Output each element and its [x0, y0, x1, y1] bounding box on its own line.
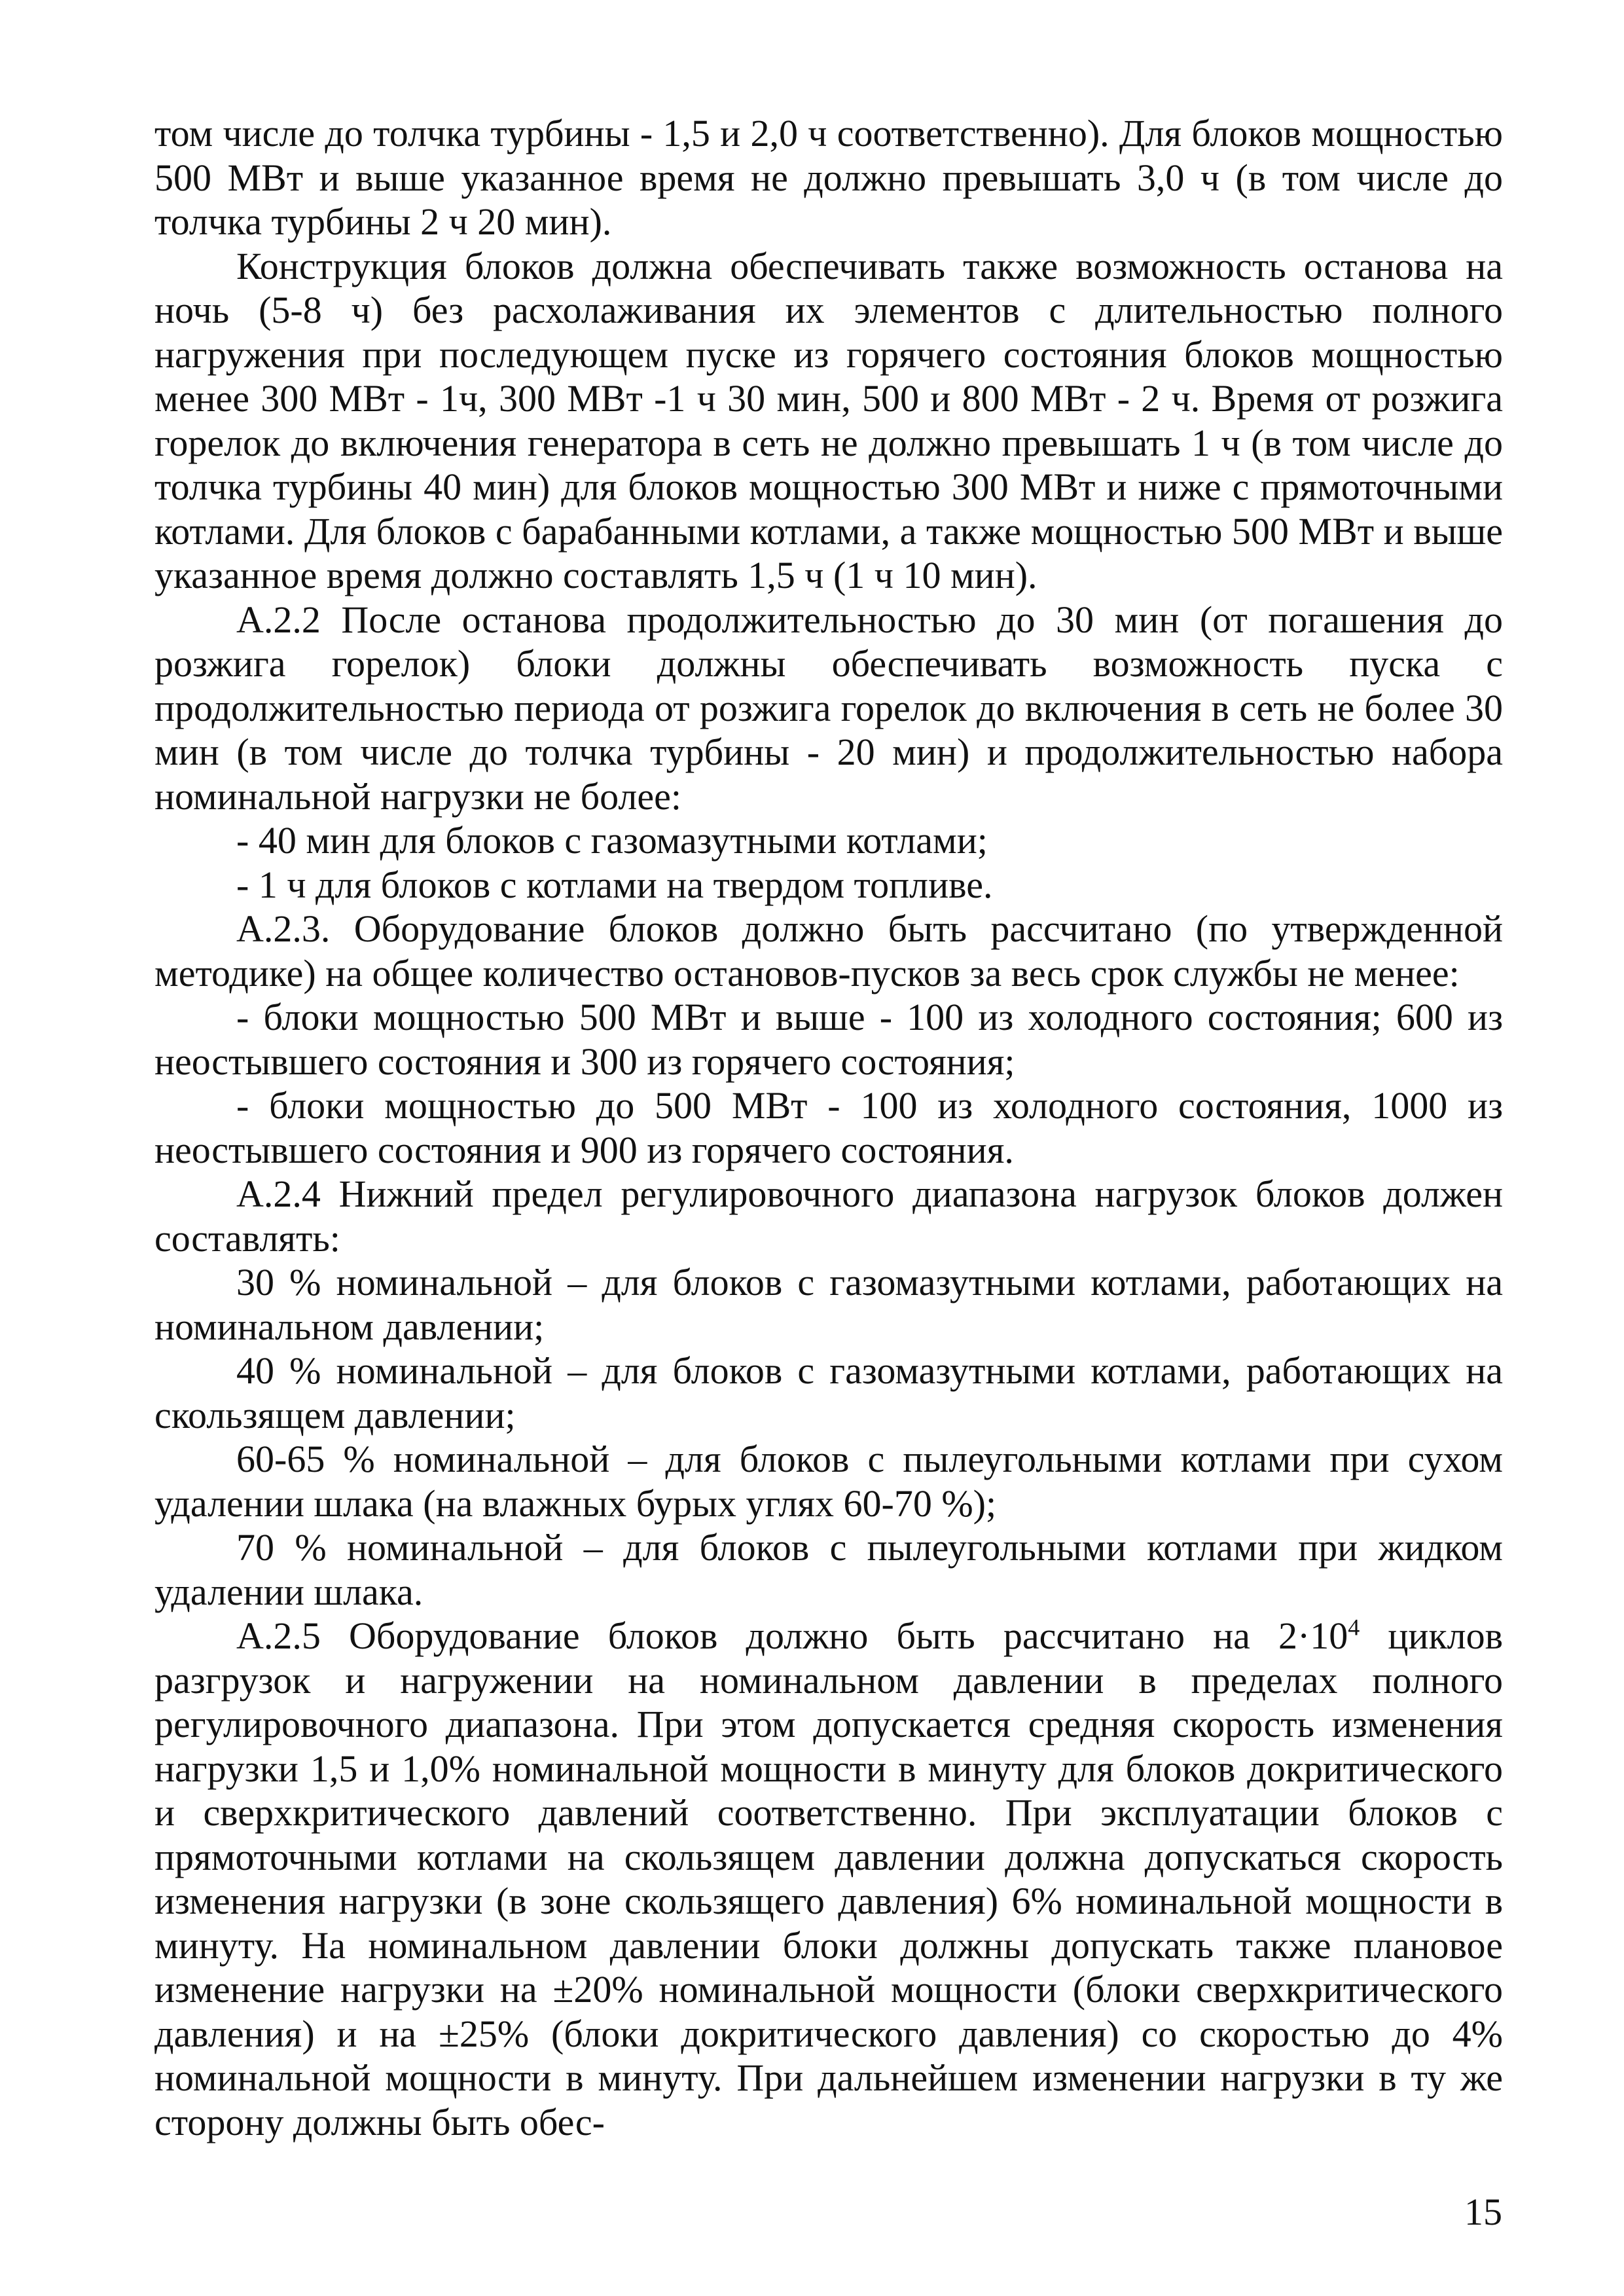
exponent: 4 [1348, 1614, 1360, 1641]
list-item-30-percent: 30 % номинальной – для блоков с газомазутными котлами, работающих на номинальном давлении; [154, 1261, 1503, 1348]
list-item-solid-fuel: - 1 ч для блоков с котлами на твердом топливе. [236, 863, 993, 906]
list-item-60-65-percent: 60-65 % номинальной – для блоков с пылеугольными котлами при сухом удалении шлака (на влажных бурых углях 60-70 %); [154, 1438, 1503, 1525]
list-item-40-percent: 40 % номинальной – для блоков с газомазутными котлами, работающих на скользящем давлении; [154, 1349, 1503, 1436]
list-item-500mw-and-above: - блоки мощностью 500 МВт и выше - 100 из холодного состояния; 600 из неостывшего состояния и 300 из горячего состояния; [154, 996, 1503, 1083]
paragraph-a22: А.2.2 После останова продолжительностью до 30 мин (от погашения до розжига горелок) блоки должны обеспечивать возможность пуска с продолжительностью периода от розжига горелок до включения в сеть не более 30 мин (в том числе до толчка турбины - 20 мин) и продолжительностью набора номинальной нагрузки не более: [154, 598, 1503, 818]
paragraph-a25-start: А.2.5 Оборудование блоков должно быть рассчитано на 2·10 [236, 1614, 1348, 1657]
paragraph-a24: А.2.4 Нижний предел регулировочного диапазона нагрузок блоков должен составлять: [154, 1173, 1503, 1260]
list-item-70-percent: 70 % номинальной – для блоков с пылеугольными котлами при жидком удалении шлака. [154, 1526, 1503, 1613]
paragraph-construction: Конструкция блоков должна обеспечивать также возможность останова на ночь (5-8 ч) без расхолаживания их элементов с длительностью полного нагружения при последующем пуске из горячего состояния блоков мощностью менее 300 МВт - 1ч, 300 МВт -1 ч 30 мин, 500 и 800 МВт - 2 ч. Время от розжига горелок до включения генератора в сеть не должно превышать 1 ч (в том числе до толчка турбины 40 мин) для блоков мощностью 300 МВт и ниже с прямоточными котлами. Для блоков с барабанными котлами, а также мощностью 500 МВт и выше указанное время должно составлять 1,5 ч (1 ч 10 мин). [154, 244, 1503, 596]
paragraph-a25 [154, 1614, 1503, 2144]
paragraph-continuation: том числе до толчка турбины - 1,5 и 2,0 ч соответственно). Для блоков мощностью 500 МВт и выше указанное время не должно превышать 3,0 ч (в том числе до толчка турбины 2 ч 20 мин). [154, 112, 1503, 243]
paragraph-a23: А.2.3. Оборудование блоков должно быть рассчитано (по утвержденной методике) на общее количество остановов-пусков за весь срок службы не менее: [154, 907, 1503, 994]
paragraph-a25-rest: циклов разгрузок и нагружении на номинальном давлении в пределах полного регулировочного диапазона. При этом допускается средняя скорость изменения нагрузки 1,5 и 1,0% номинальной мощности в минуту для блоков докритического и сверхкритического давлений соответственно. При эксплуатации блоков с прямоточными котлами на скользящем давлении должна допускаться скорость изменения нагрузки (в зоне скользящего давления) 6% номинальной мощности в минуту. На номинальном давлении блоки должны допускать также плановое изменение нагрузки на ±20% номинальной мощности (блоки сверхкритического давления) и на ±25% (блоки докритического давления) со скоростью до 4% номинальной мощности в минуту. При дальнейшем изменении нагрузки в ту же сторону должны быть обес- [154, 1614, 1503, 2143]
body-text [154, 111, 1503, 2144]
list-item-below-500mw: - блоки мощностью до 500 МВт - 100 из холодного состояния, 1000 из неостывшего состояния и 900 из горячего состояния. [154, 1084, 1503, 1171]
list-item-gas-oil: - 40 мин для блоков с газомазутными котлами; [236, 819, 988, 862]
page-number: 15 [1464, 2191, 1502, 2233]
